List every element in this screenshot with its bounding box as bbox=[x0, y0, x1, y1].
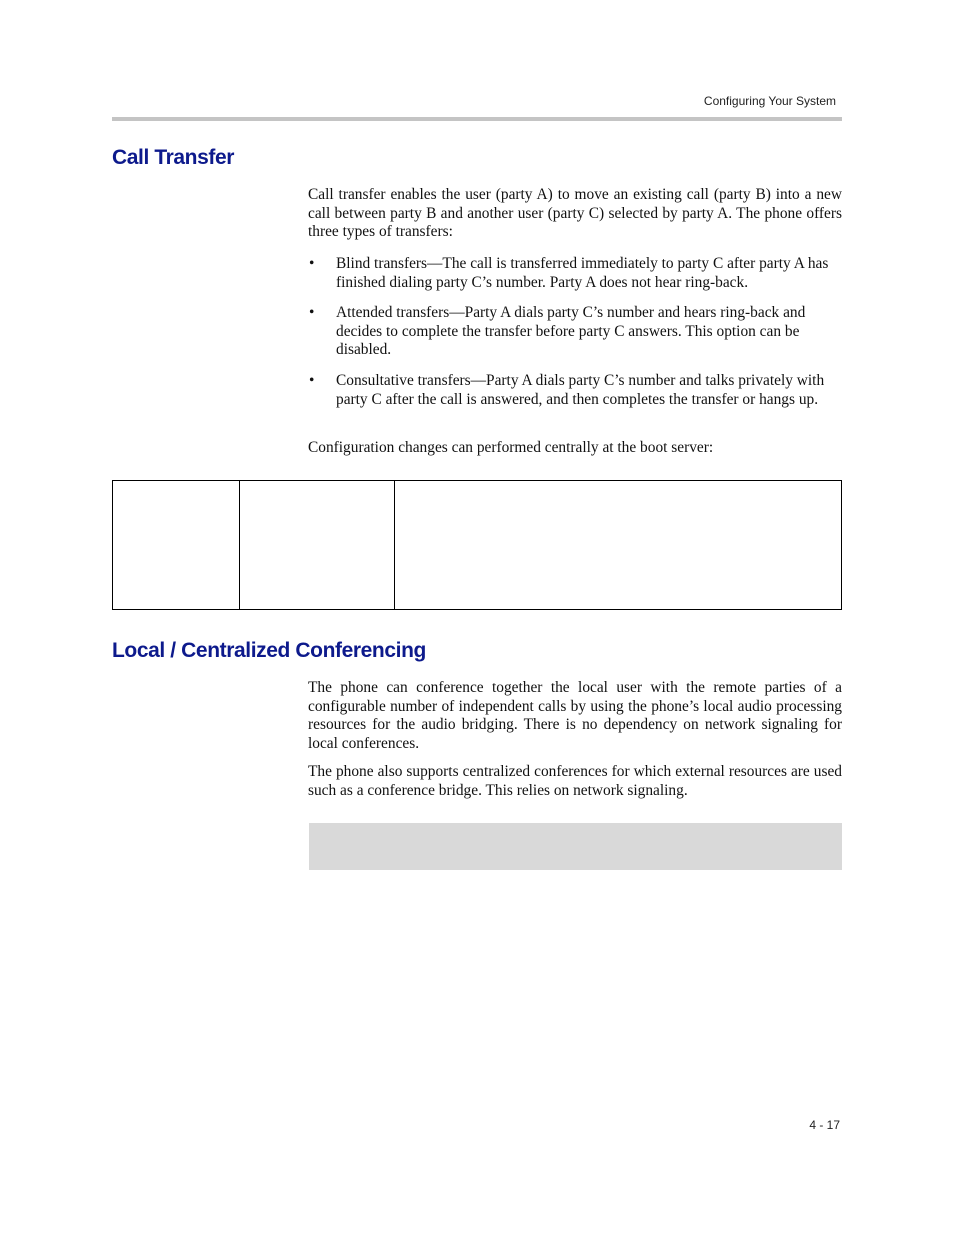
config-note: Configuration changes can performed centrally at the boot server: bbox=[308, 439, 714, 456]
list-item-text: Blind transfers—The call is transferred immediately to party C after party A has finished dialing party C’s number. Party A does not hear ring-back. bbox=[336, 255, 829, 291]
list-item bbox=[308, 255, 842, 292]
bullet-marker: • bbox=[309, 255, 315, 272]
call-transfer-intro: Call transfer enables the user (party A) to move an existing call (party B) into a new call between party B and another user (party C) selected by party A. The phone offers three types of transfers: bbox=[308, 186, 842, 241]
running-header: Configuring Your System bbox=[703, 94, 836, 108]
note-box bbox=[309, 823, 842, 870]
config-table bbox=[112, 480, 842, 610]
table-cell bbox=[240, 481, 395, 609]
section-title-conferencing: Local / Centralized Conferencing bbox=[112, 639, 426, 662]
list-item-text: Consultative transfers—Party A dials party C’s number and talks privately with party C after the call is answered, and then completes the transfer or hangs up. bbox=[336, 371, 825, 408]
list-item bbox=[308, 304, 842, 360]
list-item bbox=[308, 372, 842, 409]
conferencing-paragraph-2: The phone also supports centralized conferences for which external resources are used such as a conference bridge. This relies on network signaling. bbox=[308, 763, 842, 799]
bullet-marker: • bbox=[309, 304, 315, 322]
list-item-text: Attended transfers—Party A dials party C’s number and hears ring-back and decides to complete the transfer before party C answers. This option can be disabled. bbox=[336, 304, 806, 359]
header-rule bbox=[112, 117, 842, 121]
bullet-marker: • bbox=[309, 371, 315, 389]
table-cell bbox=[395, 481, 841, 609]
transfer-types-list bbox=[308, 255, 842, 421]
section-title-call-transfer: Call Transfer bbox=[112, 146, 235, 169]
table-cell bbox=[113, 481, 240, 609]
page-number: 4 - 17 bbox=[809, 1118, 840, 1132]
conferencing-paragraph-1: The phone can conference together the local user with the remote parties of a configurable number of independent calls by using the phone’s local audio processing resources for the audio bridging. There is no dependency on network signaling for local conferences. bbox=[308, 679, 842, 752]
